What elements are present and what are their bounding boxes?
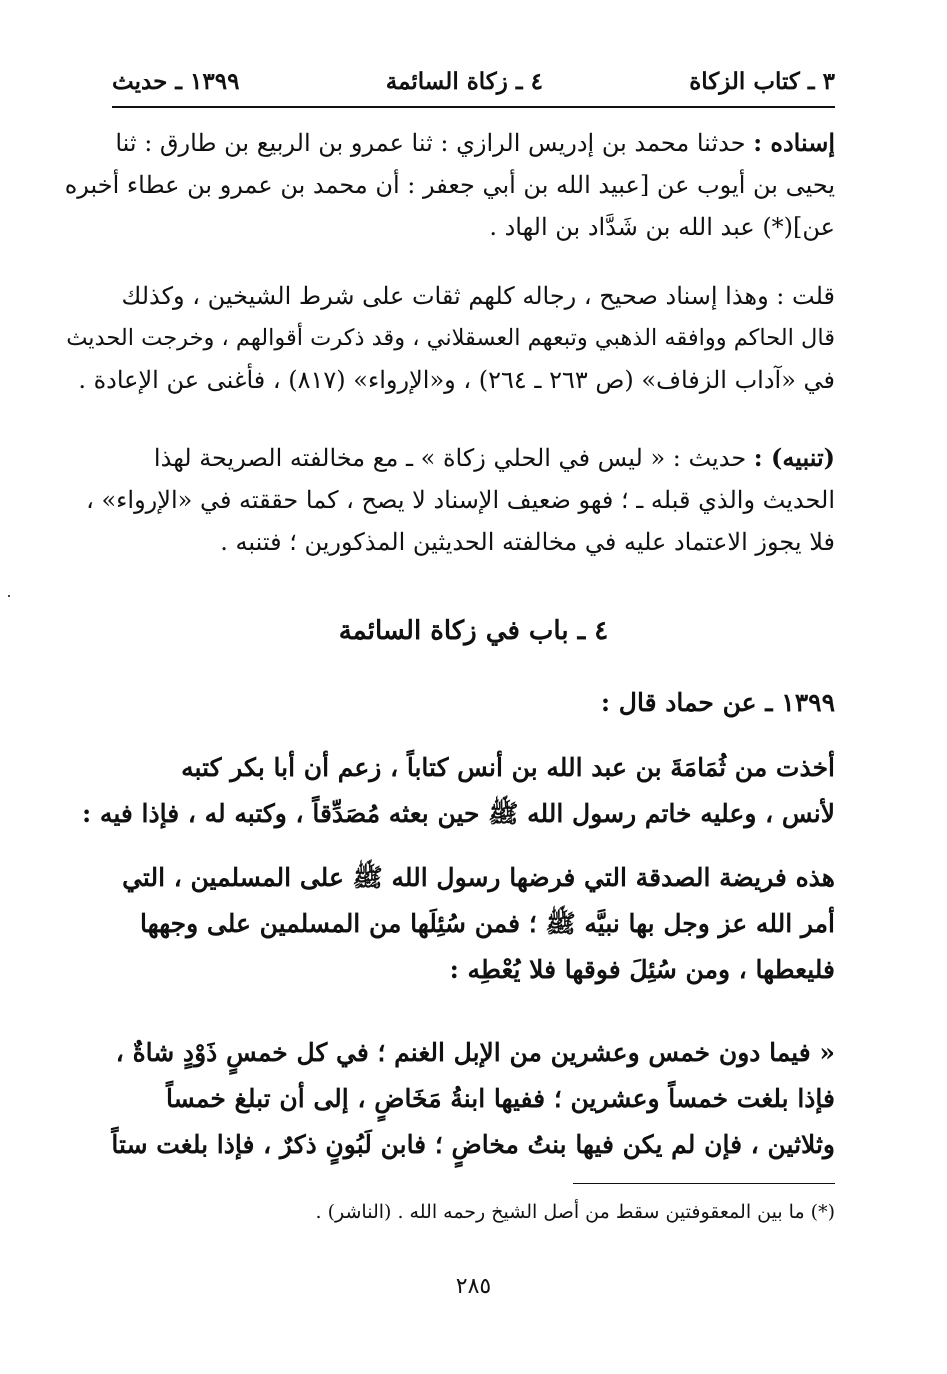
margin-mark (8, 595, 10, 597)
comment-paragraph (66, 275, 835, 401)
hadith-line: فإذا بلغت خمساً وعشرين ؛ ففيها ابنةُ مَخَاضٍ ، إلى أن تبلغ خمساً (166, 1084, 835, 1113)
hadith-paragraph (112, 855, 835, 993)
chapter-title: ٤ ـ باب في زكاة السائمة (338, 616, 609, 646)
note-line: حديث : « ليس في الحلي زكاة » ـ مع مخالفته الصريحة لهذا (153, 444, 747, 472)
hadith-line: « فيما دون خمس وعشرين من الإبل الغنم ؛ في كل خمسٍ ذَوْدٍ شاةٌ ، (115, 1038, 835, 1067)
running-header (112, 60, 835, 102)
comment-line: في «آداب الزفاف» (ص ٢٦٣ ـ ٢٦٤) ، و«الإرواء» (٨١٧) ، فأغنى عن الإعادة . (78, 366, 835, 394)
comment-line: قال الحاكم ووافقه الذهبي وتبعهم العسقلاني ، وقد ذكرت أقوالهم ، وخرجت الحديث (66, 325, 835, 351)
hadith-line: هذه فريضة الصدقة التي فرضها رسول الله ﷺ على المسلمين ، التي (122, 863, 835, 892)
header-divider (112, 106, 835, 108)
hadith-line: وثلاثين ، فإن لم يكن فيها بنتُ مخاضٍ ؛ فابن لَبُونٍ ذكرٌ ، فإذا بلغت ستاً (111, 1130, 835, 1159)
hadith-heading: ١٣٩٩ ـ عن حماد قال : (600, 688, 835, 717)
isnad-line: حدثنا محمد بن إدريس الرازي : ثنا عمرو بن الربيع بن طارق : ثنا (115, 129, 746, 157)
hadith-line: فليعطها ، ومن سُئِلَ فوقها فلا يُعْطِه : (449, 955, 835, 984)
header-book-title: ٣ ـ كتاب الزكاة (689, 67, 835, 95)
note-paragraph (86, 437, 835, 563)
hadith-line: أمر الله عز وجل بها نبيَّه ﷺ ؛ فمن سُئِلَها من المسلمين على وجهها (140, 909, 835, 938)
note-line: الحديث والذي قبله ـ ؛ فهو ضعيف الإسناد لا يصح ، كما حققته في «الإرواء» ، (86, 486, 835, 514)
comment-line: قلت : وهذا إسناد صحيح ، رجاله كلهم ثقات على شرط الشيخين ، وكذلك (121, 282, 835, 310)
hadith-paragraph (112, 1030, 835, 1168)
isnad-line: عن](*) عبد الله بن شَدَّاد بن الهاد . (489, 213, 835, 241)
header-hadith-number: ١٣٩٩ ـ حديث (112, 67, 240, 95)
isnad-label: إسناده : (753, 128, 835, 157)
header-chapter-title: ٤ ـ زكاة السائمة (385, 67, 543, 95)
isnad-line: يحيى بن أيوب عن [عبيد الله بن أبي جعفر : أن محمد بن عمرو بن عطاء أخبره (64, 171, 835, 199)
hadith-paragraph (82, 745, 835, 837)
footnote: (*) ما بين المعقوفتين سقط من أصل الشيخ رحمه الله . (الناشر) . (315, 1201, 835, 1223)
page-number: ٢٨٥ (455, 1274, 492, 1299)
isnad-paragraph (64, 122, 835, 248)
hadith-line: لأنس ، وعليه خاتم رسول الله ﷺ حين بعثه مُصَدِّقاً ، وكتبه له ، فإذا فيه : (82, 799, 835, 828)
note-label: (تنبيه) : (753, 443, 835, 472)
footnote-divider (573, 1183, 835, 1184)
note-line: فلا يجوز الاعتماد عليه في مخالفته الحديثين المذكورين ؛ فتنبه . (220, 528, 835, 556)
hadith-line: أخذت من ثُمَامَةَ بن عبد الله بن أنس كتاباً ، زعم أن أبا بكر كتبه (181, 753, 835, 782)
